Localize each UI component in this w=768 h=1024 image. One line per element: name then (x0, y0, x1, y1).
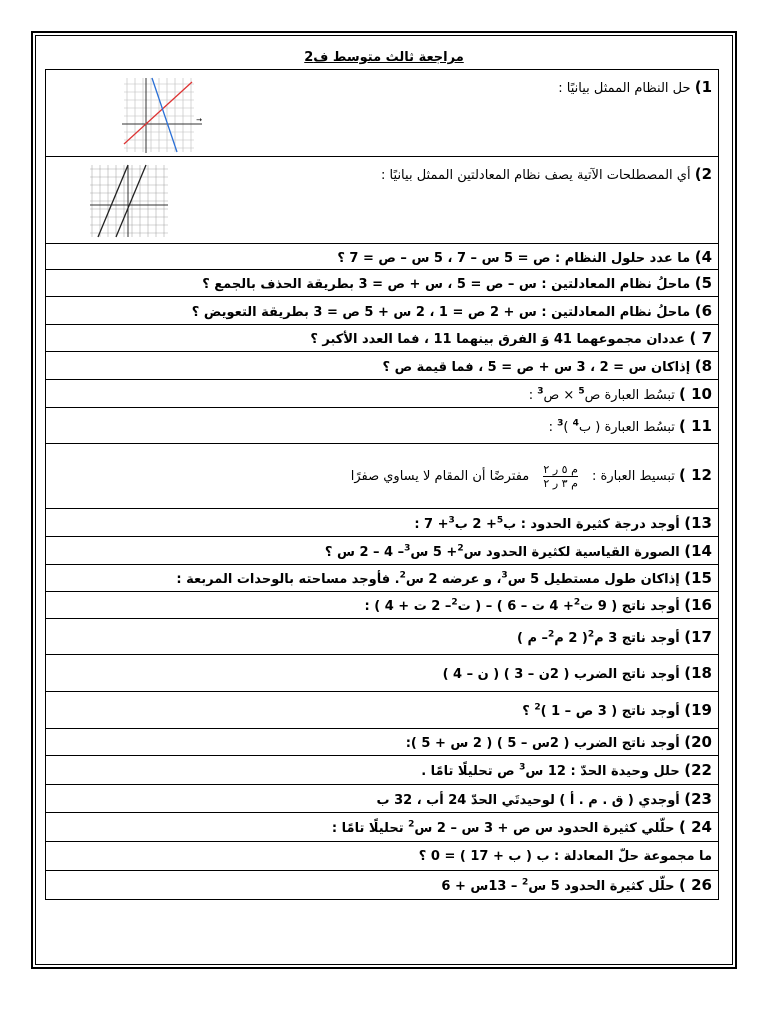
question-row-20 (46, 729, 719, 756)
question-text: أي المصطلحات الآتية يصف نظام المعادلتين الممثل بيانيًا : (381, 168, 691, 183)
question-text: – 2 ت + 4 ) : (364, 599, 452, 614)
question-number: 23) (684, 789, 712, 808)
exponent: 2 (573, 597, 581, 608)
question-cell-22 (46, 756, 719, 785)
exponent: 5 (496, 515, 504, 526)
question-cell-17 (46, 619, 719, 655)
question-text: : (548, 419, 558, 435)
question-cell-16 (46, 592, 719, 619)
question-cell-7 (46, 325, 719, 352)
question-number: 4) (694, 247, 712, 266)
question-text: أوجد درجة كثيرة الحدود : ب (503, 516, 680, 532)
fraction-expression (543, 463, 577, 490)
question-row-6 (46, 297, 719, 325)
question-text: + 2 ب (454, 516, 497, 532)
question-cell-12 (46, 444, 719, 509)
question-text: تبسُط العبارة ص (584, 387, 675, 403)
question-cell-15 (46, 565, 719, 592)
question-number: 11 ) (679, 416, 712, 435)
question-row-24 (46, 813, 719, 842)
question-text: – 4 – 2 س ؟ (324, 544, 405, 560)
question-text: أوجدي ( ق . م . أ ) لوحيدتَي الحدّ 24 أب ، 32 ب (376, 792, 680, 808)
question-number: 8) (694, 356, 712, 375)
question-cell-4 (46, 244, 719, 270)
question-row-19 (46, 692, 719, 729)
graph-parallel-lines (88, 163, 170, 239)
question-cell-19 (46, 692, 719, 729)
question-row-7 (46, 325, 719, 352)
question-row-8 (46, 352, 719, 380)
question-cell-2 (46, 157, 719, 244)
question-cell-10 (46, 380, 719, 408)
question-row-17 (46, 619, 719, 655)
question-text: تبسيط العبارة : (592, 468, 675, 484)
question-cell-14 (46, 537, 719, 565)
question-text: أوجد ناتج الضرب ( 2س – 5 ) ( 2 س + 5 ): (405, 736, 680, 751)
svg-text:→: → (196, 116, 202, 124)
question-cell-24 (46, 813, 719, 842)
question-text: حلّل كثيرة الحدود 5 س (528, 879, 675, 894)
question-text: ؟ (522, 704, 535, 719)
question-text: إذاكان س = 2 ، 3 س + ص = 5 ، فما قيمة ص ؟ (382, 359, 691, 375)
question-text: أوجد ناتج ( 9 ت (580, 599, 680, 614)
page-title: مراجعة ثالث متوسط ف2 (304, 50, 464, 65)
question-number: 12 ) (679, 465, 712, 484)
exponent: 3 (448, 515, 455, 526)
question-text: حلل وحيدة الحدّ : 12 س (525, 764, 680, 779)
question-text: + 7 : (414, 516, 449, 532)
question-number: 26 ) (679, 876, 712, 894)
question-number: 20) (684, 733, 712, 751)
question-row-18 (46, 655, 719, 692)
question-number: 6) (694, 301, 712, 320)
question-row-1 (46, 70, 719, 157)
question-row-2 (46, 157, 719, 244)
question-row-4 (46, 244, 719, 270)
question-cell-8 (46, 352, 719, 380)
question-cell-26 (46, 871, 719, 900)
question-cell-25 (46, 842, 719, 871)
question-cell-1 (46, 70, 719, 157)
fraction-denominator: م ٣ ر ٢ (543, 476, 578, 490)
question-row-23 (46, 785, 719, 813)
exponent: 2 (548, 629, 555, 640)
question-cell-23 (46, 785, 719, 813)
question-text: + 5 س (410, 544, 458, 560)
question-row-25 (46, 842, 719, 871)
question-text: ماحلُ نظام المعادلتين : س + 2 ص = 1 ، 2 س + 5 ص = 3 بطريقة التعويض ؟ (191, 304, 691, 320)
question-cell-5 (46, 270, 719, 297)
question-text: حلّلي كثيرة الحدود س ص + 3 س – 2 س (414, 821, 675, 836)
question-text: – 13س + 6 (441, 879, 522, 894)
question-row-22 (46, 756, 719, 785)
question-cell-20 (46, 729, 719, 756)
exponent: 2 (587, 629, 595, 640)
question-number: 13) (684, 513, 712, 532)
exponent: 3 (557, 418, 564, 429)
question-number: 14) (684, 541, 712, 560)
question-text: تبسُط العبارة ( ب (578, 419, 675, 435)
question-row-13 (46, 509, 719, 537)
question-text: ( 2 م (554, 630, 588, 646)
questions-table (45, 69, 719, 900)
fraction-numerator: م ٥ ر ٢ (543, 462, 578, 476)
question-row-10 (46, 380, 719, 408)
question-cell-13 (46, 509, 719, 537)
exponent: 3 (501, 570, 508, 581)
exponent: 5 (578, 386, 585, 397)
exponent: 4 (572, 418, 579, 429)
question-row-5 (46, 270, 719, 297)
question-text: : (528, 387, 538, 403)
question-text: حل النظام الممثل بيانيًا : (558, 81, 691, 96)
exponent: 2 (534, 702, 541, 713)
question-text: أوجد ناتج ( 3 ص – 1 ) (540, 704, 680, 719)
question-row-12 (46, 444, 719, 509)
question-text: × ص (543, 387, 579, 403)
exponent: 2 (457, 543, 464, 554)
question-text: . فأوجد مساحته بالوحدات المربعة : (176, 572, 400, 587)
question-number: 18) (684, 664, 712, 682)
question-text: أوجد ناتج الضرب ( 2ن – 3 ) ( ن – 4 ) (442, 667, 680, 682)
question-text: – م ) (517, 630, 549, 646)
question-number: 7 ) (689, 329, 712, 347)
question-number: 16) (684, 596, 712, 614)
question-text: ماحلُ نظام المعادلتين : س – ص = 5 ، س + ص = 3 بطريقة الحذف بالجمع ؟ (202, 277, 691, 292)
question-text: ، و عرضه 2 س (405, 572, 502, 587)
question-text: تحليلًا تامًا : (331, 821, 409, 836)
question-cell-6 (46, 297, 719, 325)
question-number: 2) (694, 165, 712, 183)
question-text: إذاكان طول مستطيل 5 س (507, 572, 680, 587)
question-row-16 (46, 592, 719, 619)
exponent: 2 (521, 877, 529, 888)
exponent: 3 (404, 543, 411, 554)
question-text: مفترضًا أن المقام لا يساوي صفرًا (350, 468, 530, 484)
exponent: 3 (537, 386, 544, 397)
question-row-15 (46, 565, 719, 592)
question-cell-11 (46, 408, 719, 444)
question-number: 24 ) (679, 818, 712, 836)
question-row-11 (46, 408, 719, 444)
exponent: 2 (408, 819, 415, 830)
question-number: 10 ) (679, 384, 712, 403)
question-number: 17) (684, 627, 712, 646)
question-cell-18 (46, 655, 719, 692)
exponent: 2 (451, 597, 458, 608)
question-number: 15) (684, 569, 712, 587)
question-number: 1) (694, 78, 712, 96)
graph-intersecting-lines (122, 76, 208, 154)
question-text: أوجد ناتج 3 م (594, 630, 680, 646)
question-number: 19) (684, 701, 712, 719)
exponent: 2 (399, 570, 406, 581)
question-text: الصورة القياسية لكثيرة الحدود س (463, 544, 680, 560)
question-text: ص تحليلًا تامًا . (421, 764, 520, 779)
question-number: 5) (694, 274, 712, 292)
question-row-26 (46, 871, 719, 900)
question-row-14 (46, 537, 719, 565)
question-text: + 4 ت – 6 ) – ( ت (457, 599, 574, 614)
exponent: 3 (519, 762, 526, 773)
question-text: ما عدد حلول النظام : ص = 5 س – 7 ، 5 س – ص = 7 ؟ (337, 250, 691, 266)
question-text: ما مجموعة حلّ المعادلة : ب ( ب + 17 ) = 0 ؟ (418, 848, 712, 864)
question-number: 22) (684, 761, 712, 779)
question-text: ) (563, 419, 573, 435)
question-text: عددان مجموعهما 41 وَ الفرق بينهما 11 ، فما العدد الأكبر ؟ (310, 332, 685, 347)
